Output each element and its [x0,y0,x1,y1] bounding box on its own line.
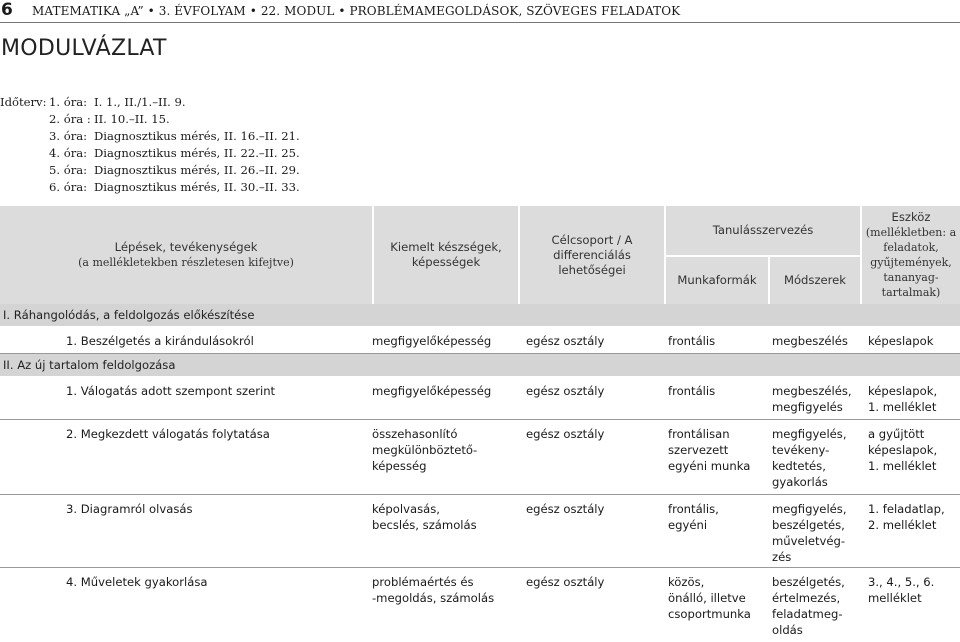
cell-tool: 3., 4., 5., 6. melléklet [868,575,935,605]
table-row [0,377,960,420]
session-content: Diagnosztikus mérés, II. 16.–II. 21. [94,129,300,143]
header-target-label: Célcsoport / A differenciálás lehetőségei [551,232,633,277]
table-row [0,420,960,495]
session-content: II. 10.–II. 15. [94,112,170,126]
table-row [0,327,960,354]
session-content: I. 1., II./1.–II. 9. [94,95,186,109]
header-tools [862,206,960,304]
header-work-forms-label: Munkaformák [677,273,757,287]
page-title: MODULVÁZLAT [1,36,167,61]
cell-skills: megfigyelőképesség [372,334,492,348]
cell-work-form: frontálisan szervezett egyéni munka [668,427,751,473]
table-header [0,206,960,304]
cell-tool: képeslapok [868,334,934,348]
header-target [520,206,664,304]
session-label: 4. óra: [49,146,88,160]
header-skills-label: Kiemelt készségek, képességek [390,240,502,269]
session-label: 3. óra: [49,129,88,143]
running-title: MATEMATIKA „A” • 3. ÉVFOLYAM • 22. MODUL • PROBLÉMAMEGOLDÁSOK, SZÖVEGES FELADATOK [32,4,681,18]
header-organization [666,206,860,255]
cell-method: megfigyelés, beszélgetés, műveletvég- zés [772,502,847,564]
cell-skills: megfigyelőképesség [372,384,492,398]
session-label: 2. óra : [49,112,91,126]
header-skills [374,206,518,304]
cell-step: 2. Megkezdett válogatás folytatása [66,427,270,441]
session-content: Diagnosztikus mérés, II. 22.–II. 25. [94,146,300,160]
cell-tool: a gyűjtött képeslapok, 1. melléklet [868,427,938,473]
cell-work-form: frontális [668,384,716,398]
header-methods [770,257,860,304]
header-steps-sublabel: (a mellékletekben részletesen kifejtve) [78,256,294,269]
header-tools-label: Eszköz [891,210,931,224]
cell-tool: képeslapok, 1. melléklet [868,384,938,414]
section-title: II. Az új tartalom feldolgozása [0,354,960,377]
cell-skills: képolvasás, becslés, számolás [372,502,477,532]
cell-work-form: frontális, egyéni [668,502,719,532]
cell-work-form: frontális [668,334,716,348]
session-content: Diagnosztikus mérés, II. 26.–II. 29. [94,163,300,177]
header-steps-label: Lépések, tevékenységek [114,240,258,254]
cell-method: beszélgetés, értelmezés, feladatmeg- oldás [772,575,845,637]
cell-method: megbeszélés [772,334,848,348]
cell-work-form: közös, önálló, illetve csoportmunka [668,575,751,621]
cell-step: 4. Műveletek gyakorlása [66,575,208,589]
cell-target: egész osztály [526,427,605,441]
cell-target: egész osztály [526,334,605,348]
session-label: 6. óra: [49,180,88,194]
cell-method: megbeszélés, megfigyelés [772,384,852,414]
cell-step: 1. Válogatás adott szempont szerint [66,384,276,398]
cell-step: 1. Beszélgetés a kirándulásokról [66,334,254,348]
time-plan-label: Időterv: [0,95,47,109]
table-row [0,568,960,642]
module-table [0,206,960,642]
cell-target: egész osztály [526,502,605,516]
header-tools-sublabel: (mellékletben: a feladatok, gyűjtemények, tananyag-tartalmak) [865,226,957,299]
page-number: 6 [1,0,13,20]
session-label: 1. óra: [49,95,88,109]
header-steps [0,206,372,304]
cell-skills: problémaértés és -megoldás, számolás [372,575,495,605]
header-organization-label: Tanulásszervezés [712,223,814,237]
cell-target: egész osztály [526,575,605,589]
section-title: I. Ráhangolódás, a feldolgozás előkészítése [0,304,960,327]
running-header [0,0,960,23]
table-row [0,495,960,568]
cell-step: 3. Diagramról olvasás [66,502,193,516]
header-methods-label: Módszerek [783,273,847,287]
cell-target: egész osztály [526,384,605,398]
session-content: Diagnosztikus mérés, II. 30.–II. 33. [94,180,300,194]
cell-tool: 1. feladatlap, 2. melléklet [868,502,945,532]
header-work-forms [666,257,768,304]
cell-method: megfigyelés, tevékeny- kedtetés, gyakorlás [772,427,847,489]
session-label: 5. óra: [49,163,88,177]
cell-skills: összehasonlító megkülönböztető- képesség [372,427,478,473]
